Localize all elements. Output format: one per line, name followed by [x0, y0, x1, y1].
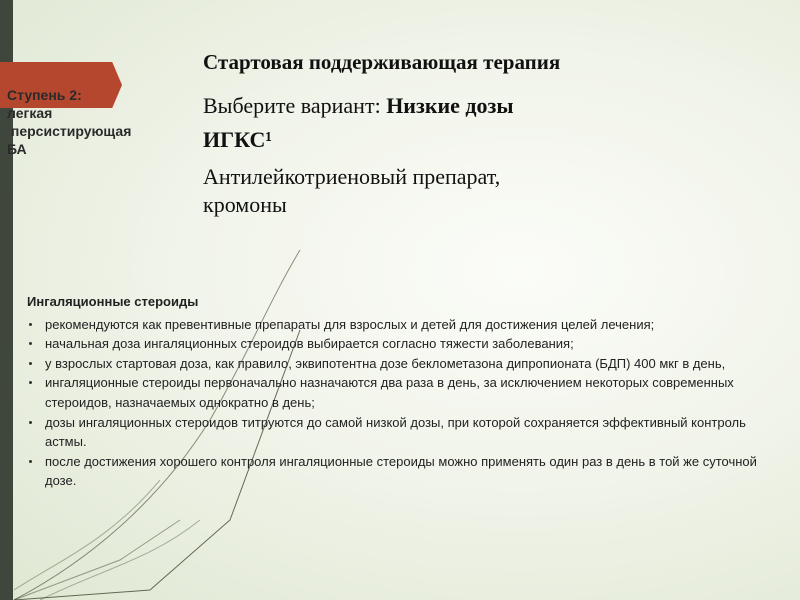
alternative-therapy: [203, 163, 623, 219]
option-choice: Низкие дозы: [386, 93, 514, 118]
option-prefix: Выберите вариант:: [203, 93, 387, 118]
list-item: ингаляционные стероиды первоначально назначаются два раза в день, за исключением некоторых современных стероидов, назначаемых однократно в день;: [27, 373, 772, 412]
option-drug: ИГКС¹: [203, 127, 272, 152]
list-item: рекомендуются как превентивные препараты для взрослых и детей для достижения целей лечения;: [27, 315, 772, 335]
steroids-section: [27, 292, 772, 491]
list-item: после достижения хорошего контроля ингаляционные стероиды можно применять один раз в день в той же суточной дозе.: [27, 452, 772, 491]
steroids-list: [27, 315, 772, 491]
alternative-line: Антилейкотриеновый препарат,: [203, 164, 501, 189]
step-line: Ступень 2:: [7, 87, 82, 103]
steroids-heading: Ингаляционные стероиды: [27, 294, 199, 309]
slide-title: Стартовая поддерживающая терапия: [203, 50, 561, 74]
list-item: начальная доза ингаляционных стероидов выбирается согласно тяжести заболевания;: [27, 334, 772, 354]
option-block: [203, 89, 623, 157]
list-item: дозы ингаляционных стероидов титруются до самой низкой дозы, при которой сохраняется эффективный контроль астмы.: [27, 413, 772, 452]
step-line: персистирующая: [7, 123, 132, 139]
step-line: БА: [7, 141, 27, 157]
step-label: [7, 86, 177, 158]
list-item: у взрослых стартовая доза, как правило, эквипотентна дозе беклометазона дипропионата (БДП) 400 мкг в день,: [27, 354, 772, 374]
step-line: легкая: [7, 105, 53, 121]
alternative-line: кромоны: [203, 192, 287, 217]
